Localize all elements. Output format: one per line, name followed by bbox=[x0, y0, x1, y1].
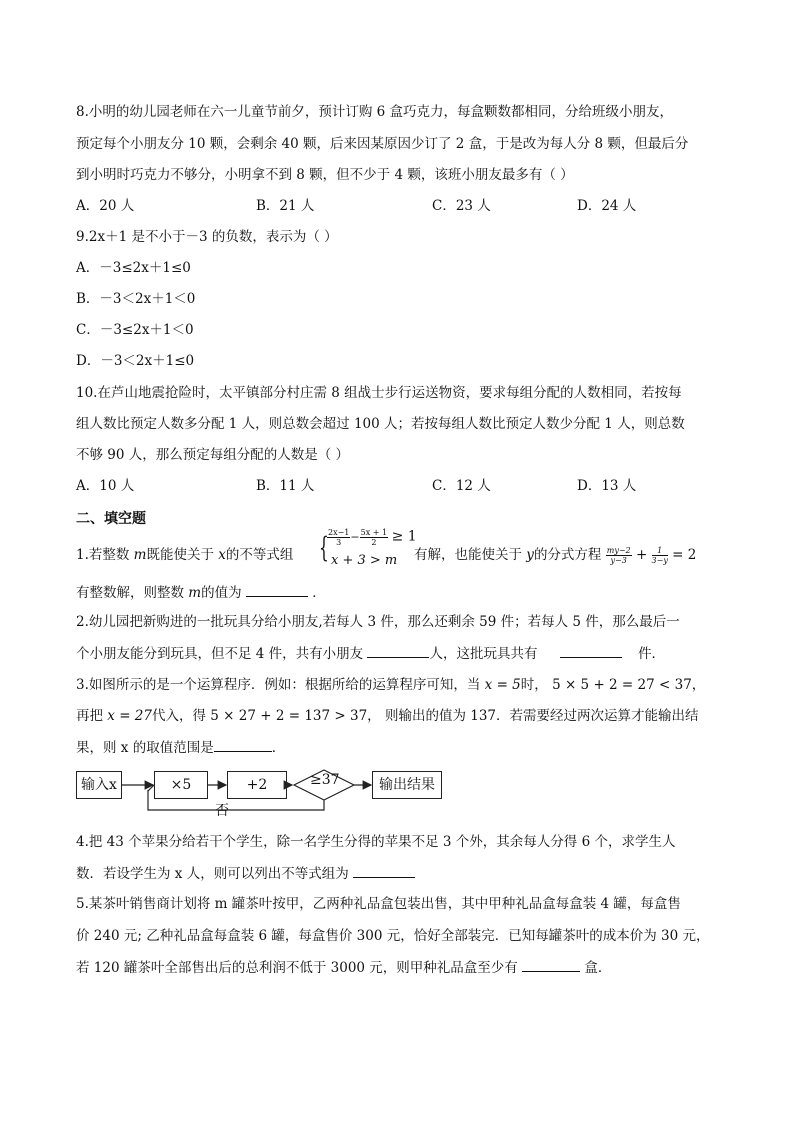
f3-line1-text-c: 时， bbox=[520, 677, 548, 693]
f5-line-2: 价 240 元; 乙种礼品盒每盒装 6 罐，每盒售价 300 元，恰好全部装完．已知每罐茶叶的成本价为 30 元， bbox=[76, 928, 710, 944]
f1-line-2 bbox=[76, 582, 326, 603]
f3-line-2 bbox=[76, 706, 699, 726]
q8-line-1: 8.小明的幼儿园老师在六一儿童节前夕，预计订购 6 盒巧克力，每盒颗数都相同，分给班级小朋友， bbox=[76, 104, 674, 120]
f3-line-1 bbox=[76, 675, 705, 695]
flow-input-box: 输入x bbox=[76, 771, 122, 799]
f3-line2-math-d: 5 × 27 + 2 = 137 > 37 bbox=[210, 708, 368, 724]
f1-line2-text-a: 有整数解，则整数 bbox=[76, 585, 189, 601]
frac-1-over-3-y: $\frac{1}{3-y}$ bbox=[651, 546, 668, 565]
f1-text-b: 既能使关于 bbox=[146, 547, 219, 563]
f1-answer-blank[interactable] bbox=[246, 582, 308, 597]
q8-line-2: 预定每个小朋友分 10 颗，会剩余 40 颗，后来因某原因少订了 2 盒，于是改为每人分 8 颗，但最后分 bbox=[76, 136, 689, 152]
q9-stem: 9.2x＋1 是不小于－3 的负数，表示为（ ） bbox=[76, 229, 338, 245]
f1-var-y: y bbox=[526, 547, 534, 563]
q10-line-1: 10.在芦山地震抢险时，太平镇部分村庄需 8 组战士步行运送物资，要求每组分配的人数相同，若按每 bbox=[76, 385, 682, 401]
f2-children-blank[interactable] bbox=[367, 643, 429, 658]
f1-line2-end: ． bbox=[312, 585, 326, 601]
f3-line-3 bbox=[76, 737, 285, 758]
q9-choice-a: A．－3≤2x＋1≤0 bbox=[76, 260, 191, 276]
q9-choice-b: B．－3＜2x＋1＜0 bbox=[76, 291, 196, 307]
f3-line2-math-b: x = 27 bbox=[107, 708, 152, 724]
q8-line-3: 到小明时巧克力不够分，小明拿不到 8 颗，但不少于 4 颗，该班小朋友最多有（ ） bbox=[76, 167, 574, 183]
f3-line2-text-c: 代入，得 bbox=[151, 708, 211, 724]
f2-line2-text-b: 人，这批玩具共有 bbox=[429, 646, 538, 662]
flow-times5-box: ×5 bbox=[154, 771, 208, 799]
q9-choice-c: C．－3≤2x＋1＜0 bbox=[76, 322, 194, 338]
f4-line-2 bbox=[76, 863, 415, 884]
f3-answer-blank[interactable] bbox=[214, 737, 272, 752]
f3-line1-text-e: ， bbox=[691, 677, 706, 693]
frac-5x-1-over-2: $\frac{5x + 1}{2}$ bbox=[360, 528, 388, 547]
flow-no-label: 否 bbox=[215, 803, 229, 819]
flow-output-box: 输出结果 bbox=[372, 771, 442, 799]
f3-line3-text-b: ． bbox=[271, 740, 286, 756]
q9-choice-d: D．－3＜2x＋1≤0 bbox=[76, 353, 195, 369]
f5-line-3 bbox=[76, 957, 611, 978]
f3-line3-text-a: 果，则 x 的取值范围是 bbox=[76, 740, 214, 756]
f4-line2-text: 数．若设学生为 x 人，则可以列出不等式组为 bbox=[76, 866, 349, 882]
q8-choice-c: C．23 人 bbox=[432, 198, 491, 214]
f2-line-1: 2.幼儿园把新购进的一批玩具分给小朋友,若每人 3 件，那么还剩余 59 件；若每人 5 件，那么最后一 bbox=[76, 614, 680, 630]
f3-line1-math-d: 5 × 5 + 2 = 27 < 37 bbox=[552, 677, 692, 693]
f4-answer-blank[interactable] bbox=[353, 863, 415, 878]
f1-var-m: m bbox=[133, 547, 147, 563]
q8-choice-d: D．24 人 bbox=[577, 198, 637, 214]
f1-line2-text-b: 的值为 bbox=[201, 585, 242, 601]
f4-line-1: 4.把 43 个苹果分给若干个学生，除一名学生分得的苹果不足 3 个外，其余每人分得 6 个，求学生人 bbox=[76, 834, 676, 850]
minus-sign: − bbox=[350, 530, 360, 544]
f2-toys-blank[interactable] bbox=[560, 643, 622, 658]
q10-choice-d: D．13 人 bbox=[577, 478, 637, 494]
f1-line-1-right bbox=[414, 545, 696, 565]
q10-choice-c: C．12 人 bbox=[432, 478, 491, 494]
f1-text-a: 1.若整数 bbox=[76, 547, 134, 563]
f1-inequality-system bbox=[319, 528, 419, 572]
q10-choice-a: A．10 人 bbox=[76, 478, 135, 494]
f1-text-c: 的不等式组 bbox=[225, 547, 294, 563]
frac-2x-1-over-3: $\frac{2x-1}{3}$ bbox=[328, 528, 350, 547]
q10-line-2: 组人数比预定人数多分配 1 人，则总数会超过 100 人；若按每组人数比预定人数少分配 1 人，则总数 bbox=[76, 416, 685, 432]
f1-text-d: 有解，也能使关于 bbox=[414, 547, 527, 563]
eq-rhs: = 2 bbox=[672, 547, 697, 563]
plus-sign: + bbox=[635, 547, 648, 563]
f3-line1-math-b: x = 5 bbox=[484, 677, 521, 693]
f5-answer-blank[interactable] bbox=[522, 957, 580, 972]
flow-compare-label: ≥37 bbox=[310, 772, 340, 788]
ineq1-rhs: ≥ 1 bbox=[391, 528, 417, 545]
f1-line-1 bbox=[76, 545, 293, 565]
flow-plus2-box: +2 bbox=[227, 771, 287, 799]
q8-choice-b: B．21 人 bbox=[256, 198, 315, 214]
f5-line3-text-a: 若 120 罐茶叶全部售出后的总利润不低于 3000 元，则甲种礼品盒至少有 bbox=[76, 960, 518, 976]
f1-var-m-2: m bbox=[188, 585, 202, 601]
f2-line-2 bbox=[76, 643, 665, 664]
q10-line-3: 不够 90 人，那么预定每组分配的人数是（ ） bbox=[76, 447, 350, 463]
section-title: 二、填空题 bbox=[76, 511, 146, 527]
f3-line1-text-a: 3.如图所示的是一个运算程序．例如：根据所给的运算程序可知，当 bbox=[76, 677, 485, 693]
f3-line2-text-e: ， 则输出的值为 137．若需要经过两次运算才能输出结 bbox=[367, 708, 699, 724]
frac-my-2-over-y-3: $\frac{my-2}{y-3}$ bbox=[606, 546, 631, 565]
system-brace: { bbox=[319, 531, 329, 564]
system-row-2: x + 3 > m bbox=[331, 553, 398, 568]
f3-line2-text-a: 再把 bbox=[76, 708, 108, 724]
f5-line3-text-b: 盒． bbox=[584, 960, 612, 976]
f2-line2-text-c: 件． bbox=[638, 646, 666, 662]
q10-choice-b: B．11 人 bbox=[256, 478, 315, 494]
f2-line2-text-a: 个小朋友能分到玩具，但不足 4 件，共有小朋友 bbox=[76, 646, 368, 662]
system-row-1 bbox=[327, 528, 417, 547]
f1-text-e: 的分式方程 bbox=[533, 547, 606, 563]
f5-line-1: 5.某茶叶销售商计划将 m 罐茶叶按甲，乙两种礼品盒包装出售，其中甲种礼品盒每盒装 4 罐，每盒售 bbox=[76, 896, 681, 912]
q8-choice-a: A．20 人 bbox=[76, 198, 135, 214]
f1-var-x: x bbox=[218, 547, 226, 563]
